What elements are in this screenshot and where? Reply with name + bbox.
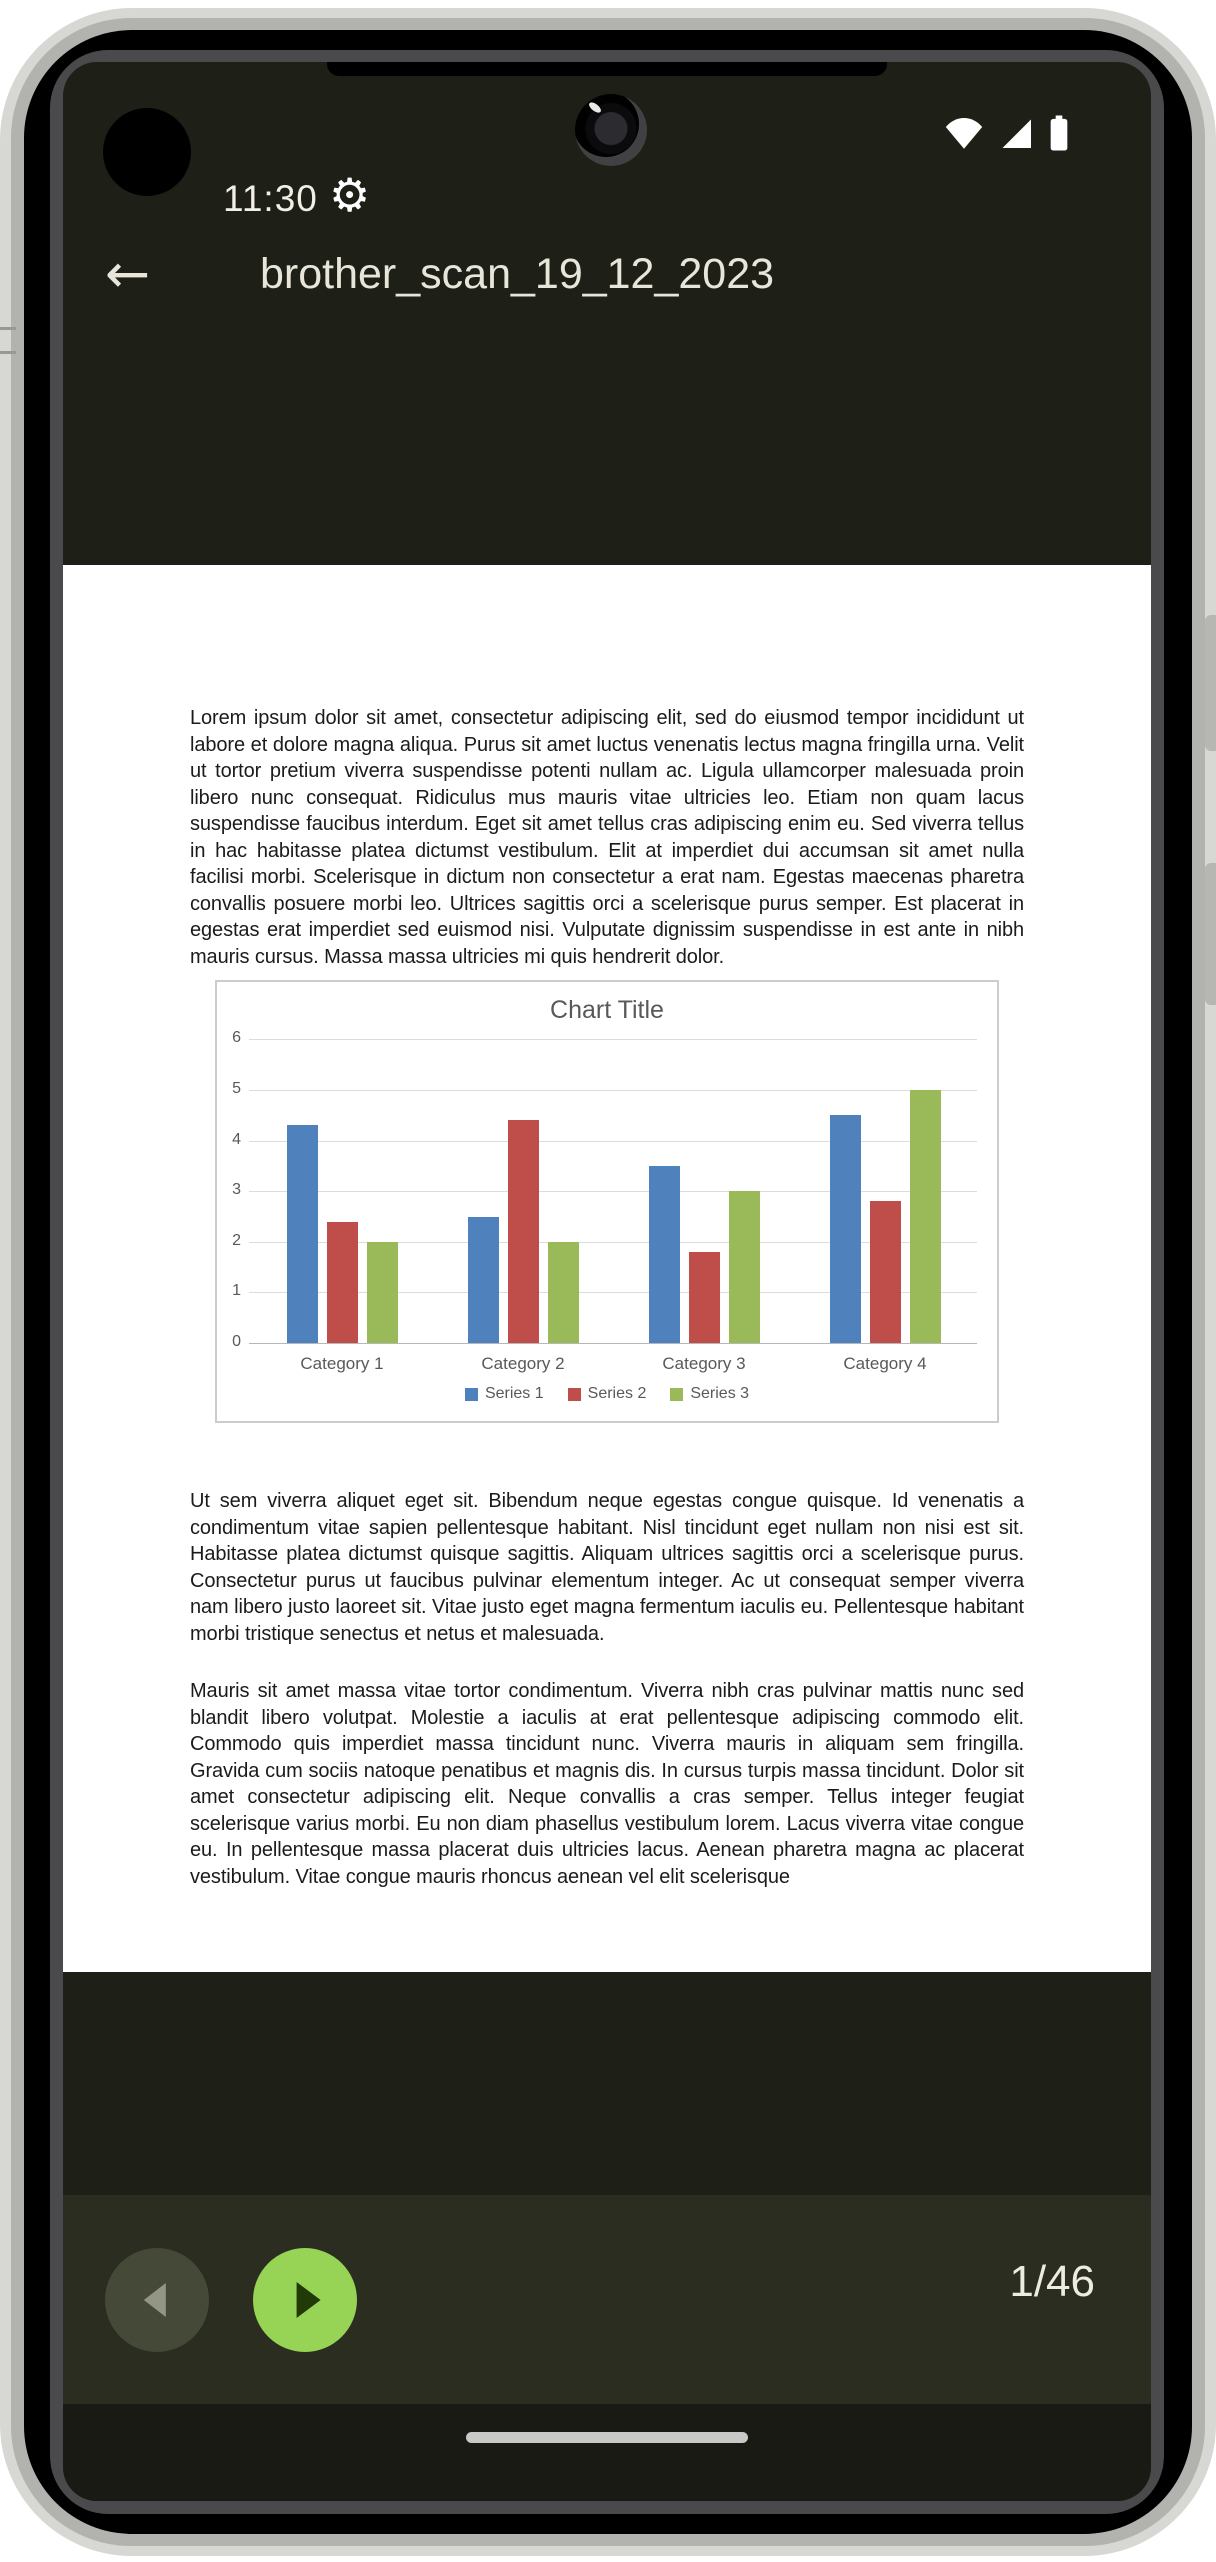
volume-button [1205, 615, 1216, 751]
chart-ytick-label: 1 [232, 1282, 241, 1300]
front-camera [575, 94, 647, 166]
chart-ytick-label: 2 [232, 1231, 241, 1249]
chart-bar [327, 1222, 358, 1343]
chart-ytick-label: 5 [232, 1080, 241, 1097]
pager-bar [63, 2195, 1151, 2404]
notification-circle [103, 108, 191, 196]
legend-swatch [465, 1388, 478, 1401]
document-paragraph: Ut sem viverra aliquet eget sit. Bibendum neque egestas congue quisque. Id venenatis a condimentum vitae sapien pellentesque habitant. Nisl tincidunt eget nullam non nisi est sit. Habitasse platea dictumst quisque sagittis. Aliquam ultrices sagittis orci a scelerisque purus. Consectetur purus ut faucibus pulvinar elementum integer. Ac ut consequat semper viverra nam libero justo laoreet sit. Vitae justo eget magna fermentum iaculis eu. Pellentesque habitant morbi tristique senectus et netus et malesuada. [190, 1490, 1024, 1645]
document-content [63, 565, 1151, 1890]
chart-gridline [249, 1292, 977, 1293]
chart-category-label: Category 1 [300, 1354, 384, 1373]
chart-bar [367, 1242, 398, 1343]
next-page-button[interactable] [253, 2248, 357, 2352]
back-button[interactable]: ← [105, 242, 151, 305]
wifi-icon [943, 112, 985, 159]
chart-bar [649, 1166, 680, 1343]
chart-gridline [249, 1242, 977, 1243]
chart-legend-item: Series 1 [465, 1385, 544, 1403]
chart-bar [468, 1217, 499, 1344]
legend-swatch [568, 1388, 581, 1401]
chart-legend [217, 1385, 997, 1403]
battery-icon [1047, 113, 1071, 158]
triangle-left-icon [144, 2283, 166, 2317]
chart-ytick-label: 6 [232, 1029, 241, 1047]
home-indicator-handle[interactable] [466, 2432, 748, 2443]
gesture-nav-strip [63, 2404, 1151, 2501]
phone-screen [63, 62, 1151, 2501]
status-icons [943, 112, 1071, 159]
chart-bar [870, 1201, 901, 1343]
chart-gridline [249, 1191, 977, 1192]
chart-gridline [249, 1039, 977, 1040]
chart-ytick-label: 4 [232, 1130, 241, 1148]
chart-bar [287, 1125, 318, 1343]
chart-gridline [249, 1141, 977, 1142]
power-button [1205, 863, 1216, 1005]
top-bezel-tab [327, 62, 887, 76]
document-paragraph: Mauris sit amet massa vitae tortor condimentum. Viverra nibh cras pulvinar mattis nunc sed blandit libero volutpat. Molestie a iaculis at erat pellentesque adipiscing commodo elit. Commodo quis imperdiet massa tincidunt nunc. Viverra mauris in aliquam sem fringilla. Gravida cum sociis natoque penatibus et magnis dis. In cursus turpis massa tincidunt. Dolor sit amet consectetur adipiscing elit. Neque convallis a cras semper. Tellus integer feugiat scelerisque varius morbi. Eu non diam phasellus vestibulum lorem. Lacus viverra vitae congue eu. In pellentesque massa placerat duis ultricies lacus. Aenean pharetra magna ac placerat vestibulum. Vitae congue mauris rhoncus aenean vel elit scelerisque [190, 1680, 1024, 1888]
chart-ytick-label: 3 [232, 1181, 241, 1199]
chart-bar [508, 1120, 539, 1343]
triangle-right-icon [297, 2282, 321, 2318]
chart-bar [830, 1115, 861, 1343]
document-paragraph: Lorem ipsum dolor sit amet, consectetur adipiscing elit, sed do eiusmod tempor incididunt ut labore et dolore magna aliqua. Purus sit amet luctus venenatis lectus magna fringilla urna. Velit ut tortor pretium viverra suspendisse potenti nullam ac. Ligula ullamcorper malesuada proin libero nunc consequat. Ridiculus mus mauris vitae ultricies leo. Etiam non quam lacus suspendisse faucibus interdum. Eget sit amet tellus cras adipiscing enim eu. Sed viverra tellus in hac habitasse platea dictumst vestibulum. Elit at imperdiet dui accumsan sit amet nulla facilisi morbi. Scelerisque in dictum non consectetur a erat nam. Egestas maecenas pharetra convallis posuere morbi leo. Ultrices sagittis orci a scelerisque purus semper. Est placerat in egestas erat imperdiet sed euismod nisi. Vulputate dignissim suspendisse in est ante in nibh mauris cursus. Massa massa ultricies mi quis hendrerit dolor. [190, 707, 1024, 968]
chart-bar [689, 1252, 720, 1343]
chart-gridline [249, 1343, 977, 1344]
document-title: brother_scan_19_12_2023 [260, 250, 775, 298]
page-indicator: 1/46 [1009, 2257, 1095, 2306]
chart-category-label: Category 4 [843, 1354, 927, 1373]
legend-swatch [670, 1388, 683, 1401]
frame-seam [0, 327, 16, 330]
chart-category-label: Category 3 [662, 1354, 746, 1373]
cellular-signal-icon [998, 115, 1034, 156]
chart-legend-item: Series 3 [670, 1385, 749, 1403]
status-clock: 11:30 [223, 178, 318, 219]
frame-seam [0, 351, 16, 354]
bar-chart [215, 980, 999, 1423]
chart-ytick-label: 0 [232, 1333, 241, 1350]
settings-gear-icon: ⚙ [329, 168, 371, 222]
document-page[interactable] [63, 565, 1151, 1972]
chart-title: Chart Title [550, 996, 664, 1024]
previous-page-button[interactable] [105, 2248, 209, 2352]
chart-bar [729, 1191, 760, 1343]
chart-legend-item: Series 2 [568, 1385, 647, 1403]
chart-bar [910, 1090, 941, 1343]
chart-bar [548, 1242, 579, 1343]
chart-category-label: Category 2 [481, 1354, 565, 1373]
chart-gridline [249, 1090, 977, 1091]
